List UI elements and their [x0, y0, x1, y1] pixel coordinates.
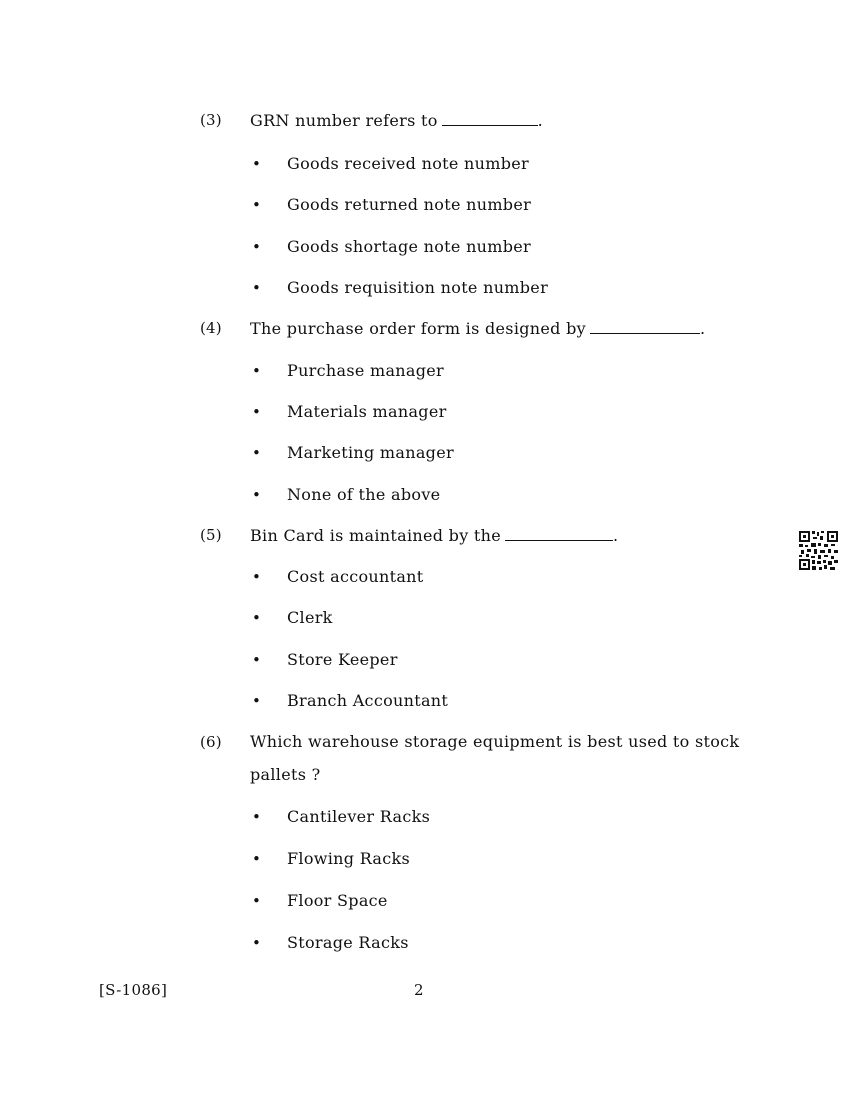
question-4-number: (4)	[200, 319, 222, 337]
question-4-end: .	[699, 319, 706, 338]
option-4d: None of the above	[287, 485, 441, 504]
option-6a: Cantilever Racks	[287, 807, 431, 826]
option-3b: Goods returned note number	[287, 195, 532, 214]
option-6b: Flowing Racks	[287, 849, 411, 868]
bullet: •	[252, 444, 261, 462]
question-4-stem: The purchase order form is designed by	[250, 319, 586, 338]
bullet: •	[252, 238, 261, 256]
option-3c: Goods shortage note number	[287, 237, 532, 256]
bullet: •	[252, 892, 261, 910]
question-5-text	[250, 526, 618, 545]
answer-blank	[442, 111, 538, 126]
option-4b: Materials manager	[287, 402, 447, 421]
option-3d: Goods requisition note number	[287, 278, 549, 297]
option-4c: Marketing manager	[287, 443, 454, 462]
answer-blank	[590, 319, 700, 334]
question-3-number: (3)	[200, 111, 222, 129]
bullet: •	[252, 651, 261, 669]
qr-code-icon	[798, 530, 839, 571]
option-3a: Goods received note number	[287, 154, 529, 173]
question-4-text	[250, 319, 705, 338]
bullet: •	[252, 850, 261, 868]
option-5b: Clerk	[287, 608, 333, 627]
bullet: •	[252, 609, 261, 627]
option-6c: Floor Space	[287, 891, 388, 910]
bullet: •	[252, 279, 261, 297]
page-number: 2	[414, 981, 424, 999]
question-6-text: Which warehouse storage equipment is best used to stock pallets ?	[250, 732, 740, 784]
question-5-number: (5)	[200, 526, 222, 544]
bullet: •	[252, 568, 261, 586]
bullet: •	[252, 808, 261, 826]
question-3-end: .	[537, 111, 544, 130]
option-5d: Branch Accountant	[287, 691, 449, 710]
bullet: •	[252, 362, 261, 380]
bullet: •	[252, 196, 261, 214]
option-5a: Cost accountant	[287, 567, 424, 586]
bullet: •	[252, 692, 261, 710]
bullet: •	[252, 155, 261, 173]
question-5-stem: Bin Card is maintained by the	[250, 526, 502, 545]
option-4a: Purchase manager	[287, 361, 445, 380]
option-6d: Storage Racks	[287, 933, 409, 952]
bullet: •	[252, 934, 261, 952]
bullet: •	[252, 403, 261, 421]
question-3-stem: GRN number refers to	[250, 111, 438, 130]
paper-code: [S-1086]	[99, 981, 168, 999]
question-5-end: .	[613, 526, 619, 545]
answer-blank	[505, 526, 613, 541]
option-5c: Store Keeper	[287, 650, 398, 669]
question-3-text	[250, 111, 543, 130]
question-6-number: (6)	[200, 733, 222, 751]
bullet: •	[252, 486, 261, 504]
